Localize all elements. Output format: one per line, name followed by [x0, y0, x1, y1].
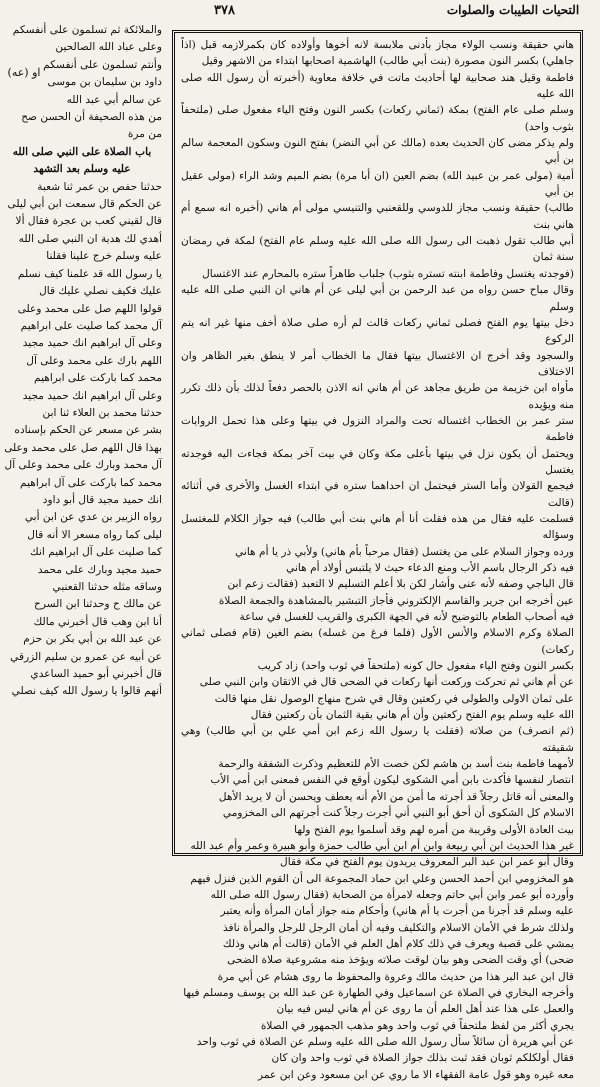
commentary-line: وأخرجه البخاري في الصلاة عن اسماعيل وفي الطهارة عن عبد الله بن يوسف ومسلم فيها: [183, 986, 574, 999]
commentary-line: ستر عمر بن الخطاب اغتساله تحت والمراد النزول في بيتها وعلى هذا تحمل الروايات فاطمة: [181, 414, 574, 444]
commentary-line: ضحى) أي وقت الضحى وهو بيان لوقت صلاته ويؤخذ منه مشروعية صلاة الضحى: [227, 954, 574, 967]
commentary-line: عليه وسلم قد أجرنا من أجرت يا أم هاني) وأحكام منه جواز أمان المرأة وأنه يعتبر: [220, 905, 574, 918]
hadith-line: حدثنا حفص بن عمر ثنا شعبة: [37, 180, 162, 193]
hadith-line: رواه الزبير بن عدي عن ابن أبي: [24, 511, 162, 524]
commentary-line: هاني حقيقة ونسب الولاء مجاز بأدنى ملابسة لانه أخوها وأولاده كان بكمرلازمه قبل (اذاً جاهلي) بكسر النون مصورة (بنت أبي طالب) الهاشمية اصحابها ابتداء من الاشهر وقيل: [181, 39, 574, 68]
hadith-line: عليك فكيف نصلي عليك قال: [39, 285, 162, 298]
commentary-line: عين أخرجه ابن جرير والقاسم الإلكتروني فأجاز التبشير بالمشاهدة والجمعة الصلاة: [218, 594, 574, 607]
hadith-line: عليه وسلم خرج علينا فقلنا: [46, 250, 162, 263]
commentary-line: فقال أولكلكم ثوبان فقد ثبت بذلك جواز الصلاة في ثوب واحد وان كان: [271, 1052, 574, 1065]
commentary-line: يمشي على قصبة ويعرف في ذلك كلام أهل العلم في الأمان (قالت أم هاني وذلك: [222, 937, 574, 950]
hadith-line: وساقه مثله حدثنا القعنبي: [52, 581, 162, 593]
hadith-line: وأنتم تسلمون على أنفسكم: [43, 58, 162, 71]
commentary-text: [175, 33, 580, 1087]
hadith-line: عن عبد الله بن أبي بكر بن حزم: [23, 633, 162, 646]
hadith-line: أهدي لك هدية ان النبي صلى الله: [18, 232, 162, 245]
commentary-line: معه غيره وهو قول عامة الفقهاء الا ما روي عن ابن مسعود وعن ابن عمر: [258, 1068, 574, 1081]
commentary-line: غير هذا الحديث ابن أبي ربيعة وابن أم ابن أبي طالب حمزة وأبو هبيرة وعمر وأم عبد الله: [190, 839, 574, 852]
page-number: ٣٧٨: [214, 3, 235, 18]
commentary-line: فيجمع القولان وأما الستر فيحتمل ان احداهما ستره في ابتداء الغسل والأخرى في أثنائه (قالت: [181, 480, 574, 509]
commentary-line: (ثم انصرف) من صلاته (فقلت يا رسول الله زعم ابن أمي علي بن أبي طالب) وهي شقيقته: [181, 725, 574, 754]
hadith-line: آل محمد كما صليت على ابراهيم: [20, 319, 162, 332]
hadith-line: وعلى آل ابراهيم انك حميد مجيد: [22, 337, 162, 350]
commentary-frame: [172, 30, 583, 1081]
hadith-line: وعلى عباد الله الصالحين: [55, 41, 162, 54]
commentary-line: فاطمة وقيل هند صحابية لها أحاديث ماتت في خلافة معاوية (أخبرته أن رسول الله صلى الله عليه: [181, 71, 574, 101]
commentary-line: عن أبي هريرة أن سائلاً سأل رسول الله صلى الله عليه وسلم عن الصلاة في ثوب واحد: [196, 1035, 574, 1048]
commentary-line: ويحتمل أن يكون نزل في بيتها بأعلى مكة وكان في بيت آخر بمكة فجاءت اليه فوجدته يغتسل: [181, 447, 574, 476]
hadith-line: بشر عن مسعر عن الحكم بإسناده: [14, 424, 162, 437]
hadith-line: قال أخبرني أبو حميد الساعدي: [30, 668, 162, 681]
commentary-line: عن أم هاني ثم تحركت وركعت أنها ركعات في الضحى قال في الاتقان وابن النبي صلى: [199, 676, 574, 689]
hadith-line: كما صليت على آل ابراهيم انك: [30, 546, 162, 559]
hadith-line: محمد كما باركت على ابراهيم: [34, 372, 162, 385]
hadith-line: أنا ابن وهب قال أخبرني مالك: [33, 615, 162, 628]
chapter-heading: باب الصلاة على النبي صلى الله عليه وسلم بعد التشهد: [12, 145, 152, 176]
hadith-intro: [2, 22, 162, 144]
commentary-line: قال ابن عبد البر هذا من حديث مالك وعروة والمحفوظ ما روى هشام عن أبي مرة: [217, 970, 574, 983]
commentary-line: وسلم صلى عام الفتح) بمكة (ثماني ركعات) بكسر النون وفتح الياء مفعول صلى (ملتحفاً بثوب واحد): [181, 104, 574, 133]
commentary-line: دخل بيتها يوم الفتح فصلى ثماني ركعات قالت لم أره صلى صلاة أخف منها غير انه يتم الركوع: [181, 316, 574, 346]
hadith-line: اللهم بارك على محمد وعلى آل: [26, 354, 162, 367]
commentary-line: مأواه ابن خزيمة من طريق مجاهد عن أم هاني انه الاذن بالحصر دفعاً لذلك بأن ذلك تكرر منه ويؤيده: [181, 382, 574, 411]
hadith-line: انك حميد مجيد قال أبو داود: [42, 493, 162, 506]
hadith-line: من هذه الصحيفة أن الحسن صح: [21, 111, 162, 124]
hadith-line: عن أبيه عن عمرو بن سليم الزرقي: [10, 650, 162, 663]
commentary-line: أبي طالب تقول ذهبت الى رسول الله صلى الله عليه وسلم عام الفتح) لمكة في رمضان سنة ثمان: [181, 235, 574, 264]
commentary-line: فيه أصحاب الطعام بالتوضيح لأنه في الجهة الكبرى والقريب للغسل في ساعة: [239, 611, 574, 624]
commentary-line: بيت العادة الأولى وقريبة من أمره لهم وقد أسلموا يوم الفتح ولها: [294, 823, 574, 836]
hadith-line: حميد مجيد وبارك على محمد: [37, 563, 162, 576]
hadith-line: قال لقيني كعب بن عجرة فقال ألا: [15, 215, 162, 228]
running-title: التحيات الطيبات والصلوات: [446, 3, 580, 17]
commentary-line: على ثمان الاولى والطولى في ركعتين وقال في شرح منهاج الوصول نقل منها قالت: [214, 692, 574, 705]
hadith-line: آل محمد وبارك على محمد وعلى آل: [4, 459, 162, 472]
commentary-line: وأورده أبو عمر وابن أبي حاتم وجعله لامرأة من الصحابة (فقال رسول الله صلى الله: [210, 888, 574, 901]
hadith-line: ليلى كما رواه مسعر الا أنه قال: [27, 528, 162, 541]
commentary-line: (فوجدته يغتسل وفاطمة ابنته تستره بثوب) جلباب طاهراً ستره بالمحارم عند الاغتسال: [202, 267, 574, 280]
commentary-line: الاسلام كل الشكوى أن أحق أبو النبي أني أجرت رجلاً كنت أجرتهم الى المخزومي: [222, 807, 574, 820]
hadith-line: محمد كما باركت على آل ابراهيم: [20, 476, 162, 489]
commentary-line: والعمل على هذا عند أهل العلم أن ما روى عن أم هاني ليس فيه بيان: [276, 1003, 574, 1016]
hadith-line: عن الحكم قال سمعت ابن أبي ليلى: [7, 198, 162, 211]
commentary-line: والمعنى أنه قاتل رجلاً قد أجرته ما أمن من الأم أنه يعطف ويحسن أن لا يريد الأهل: [218, 790, 574, 803]
commentary-line: أمية (مولى عمر بن عبيد الله) بضم العين (ان أبا مرة) بضم الميم وشد الراء (مولى عقيل بن أبي: [181, 169, 574, 199]
hadith-line: قولوا اللهم صل على محمد وعلى: [17, 302, 162, 315]
hadith-line: من مرة: [127, 128, 162, 141]
commentary-line: ولم يذكر مضى كان الحديث بعده (مالك عن أبي النضر) بفتح النون وسكون المعجمة سالم بن أبي: [181, 137, 574, 166]
hadith-line: وعلى آل ابراهيم انك حميد مجيد: [22, 389, 162, 402]
hadith-line: يا رسول الله قد علمنا كيف نسلم: [17, 267, 162, 280]
hadith-line: أنهم قالوا يا رسول الله كيف نصلي: [11, 685, 162, 698]
margin-note: او (عه): [7, 66, 41, 79]
commentary-line: وقال مباح حسن رواه من عبد الرحمن بن أبي ليلى عن أم هاني ان النبي صلى الله عليه وسلم: [181, 284, 574, 313]
hadith-line: حدثنا محمد بن العلاء ثنا ابن: [42, 406, 162, 419]
commentary-line: طالب) حقيقة ونسب مجاز للدوسي وللقعنبي والتنيسي مولى أم هاني (أخبره انه سمع أم هاني بنت: [181, 202, 574, 231]
hadith-text: [0, 22, 166, 701]
hadith-line: والملائكة ثم تسلمون على أنفسكم: [12, 24, 162, 36]
commentary-line: انتصار لنفسها فأكدت بابن أمي الشكوى ليكون أوقع في النفس فمعنى ابن أمي الأب: [210, 774, 574, 787]
commentary-line: الصلاة وكرم الاسلام والأنس الأول (فلما فرغ من غسله) بضم الغين (قام فصلى ثماني ركعات): [181, 627, 574, 656]
commentary-line: وقال أبو عمر ابن عبد البر المعروف يريدون يوم الفتح في مكة فقال: [280, 856, 574, 869]
commentary-line: والسجود وقد أخرج ان الاغتسال بيتها فقال ما الخطاب أمر لا ينطق بغير الظاهر وان الاختلاف: [181, 349, 574, 378]
commentary-line: الله عليه وسلم يوم الفتح ركعتين وأن أم هاني بقية الثمان بأن ركعتين فقال: [250, 709, 574, 722]
hadith-line: عن سالم أبي عبد الله: [66, 93, 162, 106]
commentary-line: يجري أكثر من لفظ ملتحفاً في ثوب واحد وهو مذهب الجمهور في الصلاة: [260, 1019, 574, 1032]
hadith-line: بهذا قال اللهم صل على محمد وعلى: [4, 441, 162, 454]
commentary-line: قال الباجي وصفه لأنه عنى وأشار لكن بلا أعلم التسليم لا التعبد (فقالت زعم ابن: [227, 578, 574, 591]
commentary-line: لأمهما فاطمة بنت أسد بن هاشم لكن خصت الأم للتعظيم وذكرت الشفقة والرحمة: [218, 758, 574, 771]
commentary-line: ورده وجواز السلام على من يغتسل (فقال مرحباً بأم هاني) ولأبي ذر يا أم هاني: [235, 545, 574, 558]
commentary-line: فيه ذكر الرجال باسم الأب ومنع الدعاء حيث لا يلتبس أولاد أم هاني: [286, 562, 574, 574]
commentary-line: ولذلك شرط في الأمان الاسلام والتكليف وفيه أن أمان الرجل للرجل والمرأة نافذ: [223, 921, 574, 934]
commentary-line: بكسر النون وفتح الياء مفعول حال كونه (ملتحفاً في ثوب واحد) زاد كريب: [257, 660, 574, 673]
commentary-line: هو المخزومي ابن أحمد الحسن وعلي ابن حماد المجموعة الى أن القوم الذين فنزل فيهم: [190, 872, 574, 885]
hadith-column: [0, 22, 166, 858]
hadith-line: عن مالك ح وحدثنا ابن السرح: [34, 598, 162, 611]
commentary-line: فسلمت عليه فقال من هذه فقلت أنا أم هاني بنت أبي طالب) فيه جواز الكلام للمغتسل وسؤاله: [181, 512, 574, 542]
hadith-body: [2, 179, 162, 701]
hadith-line: داود بن سليمان بن موسى: [47, 76, 162, 89]
